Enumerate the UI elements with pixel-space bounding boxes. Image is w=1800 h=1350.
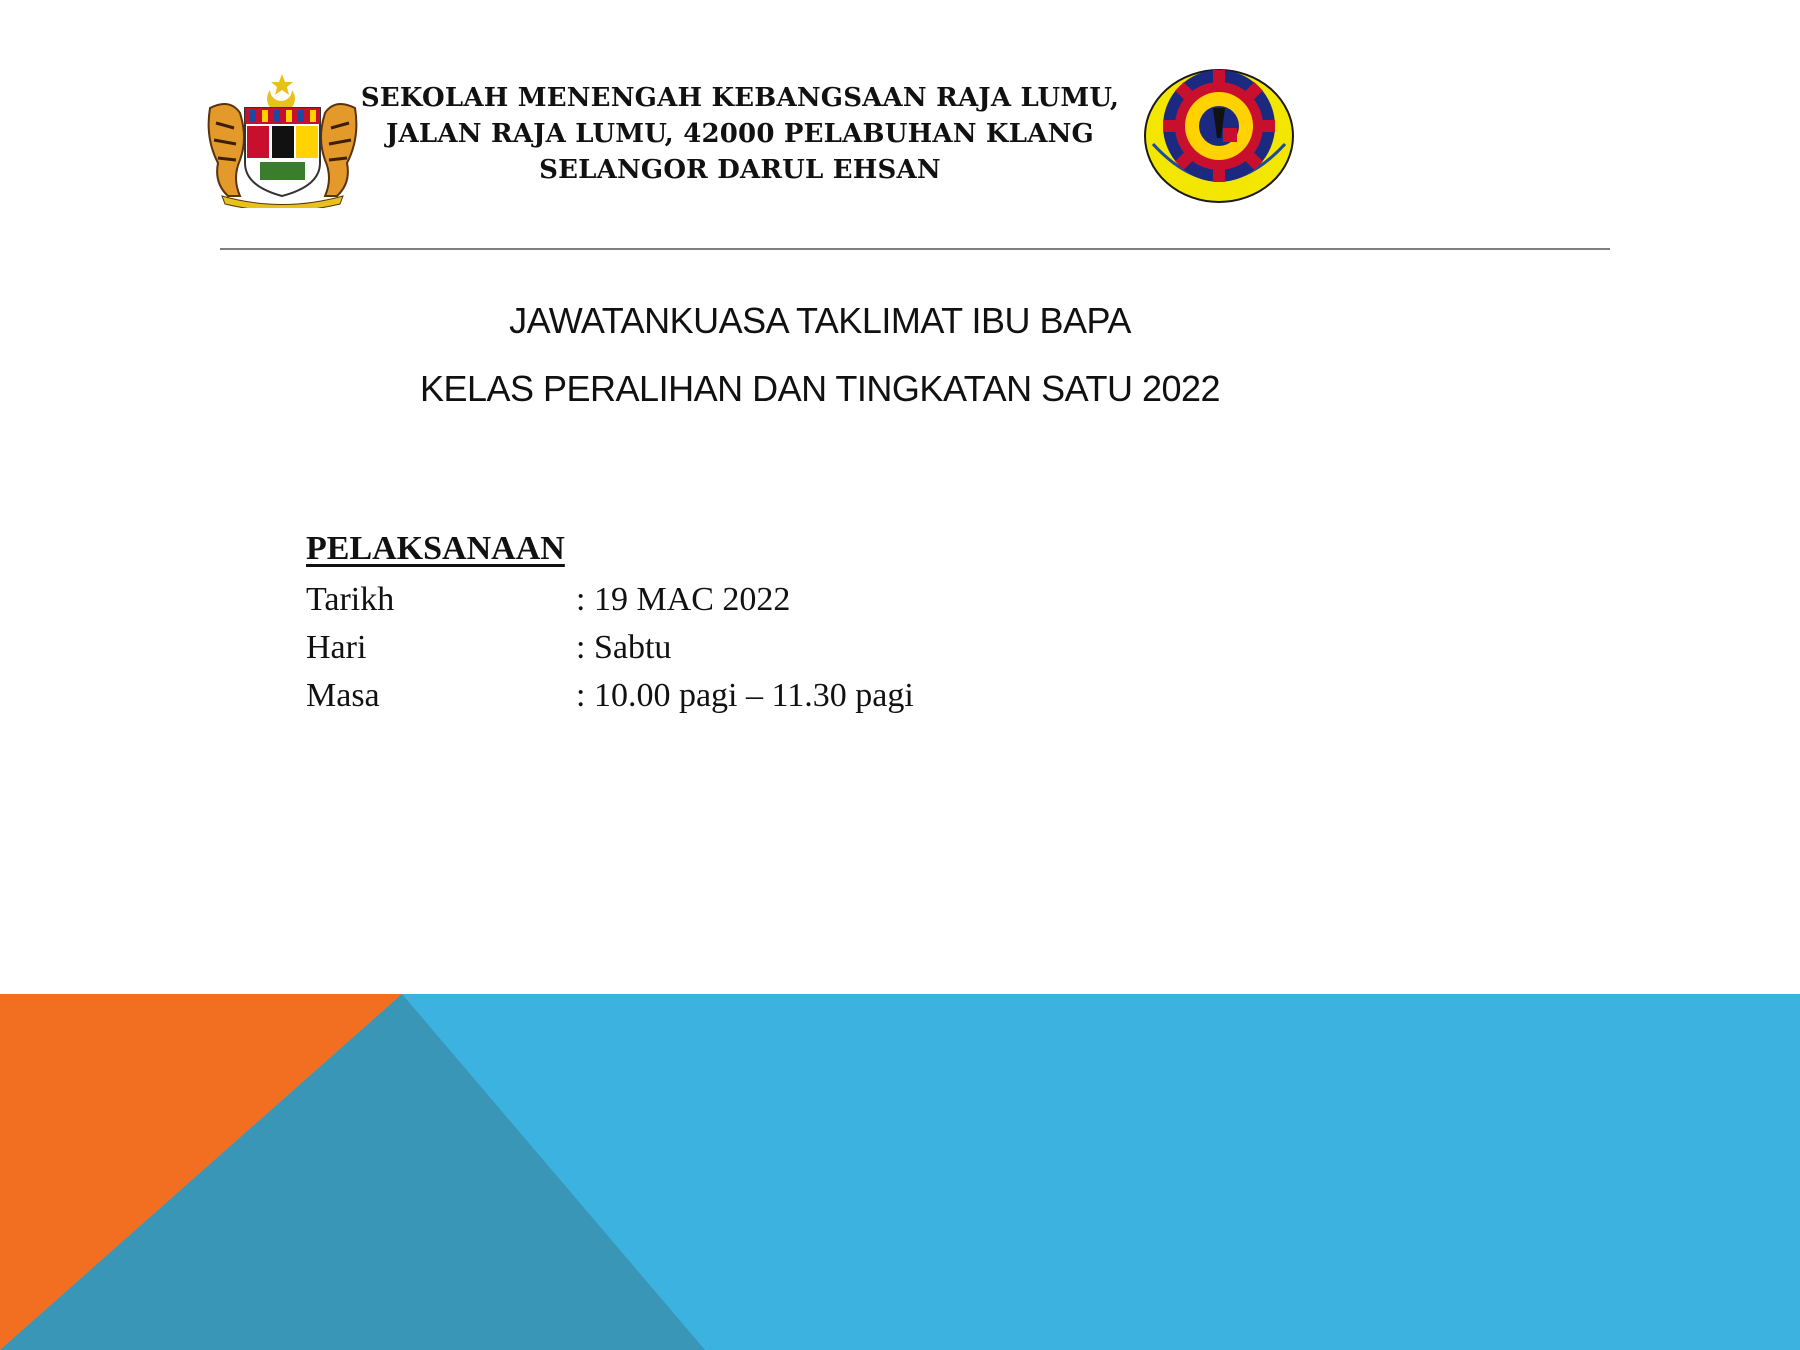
section-heading: PELAKSANAAN: [306, 530, 565, 567]
detail-row-time: [306, 672, 914, 720]
detail-value: : 19 MAC 2022: [576, 581, 791, 618]
detail-value: : Sabtu: [576, 629, 672, 666]
detail-label: Tarikh: [306, 581, 395, 618]
detail-label: Hari: [306, 629, 367, 666]
detail-row-date: [306, 576, 914, 624]
slide-title: JAWATANKUASA TAKLIMAT IBU BAPA: [509, 300, 1131, 341]
detail-label: Masa: [306, 677, 380, 714]
slide-subtitle: KELAS PERALIHAN DAN TINGKATAN SATU 2022: [419, 368, 1221, 409]
details-section: [306, 526, 914, 720]
detail-row-day: [306, 624, 914, 672]
school-address-line: JALAN RAJA LUMU, 42000 PELABUHAN KLANG: [386, 119, 1094, 149]
school-emblem-icon: [1143, 66, 1295, 206]
header-divider: [220, 248, 1610, 250]
detail-value: : 10.00 pagi – 11.30 pagi: [576, 677, 914, 714]
school-name-line: SEKOLAH MENENGAH KEBANGSAAN RAJA LUMU,: [360, 83, 1120, 113]
school-header: [330, 80, 1150, 188]
footer-graphic: [0, 994, 1800, 1350]
school-state-line: SELANGOR DARUL EHSAN: [539, 155, 941, 185]
